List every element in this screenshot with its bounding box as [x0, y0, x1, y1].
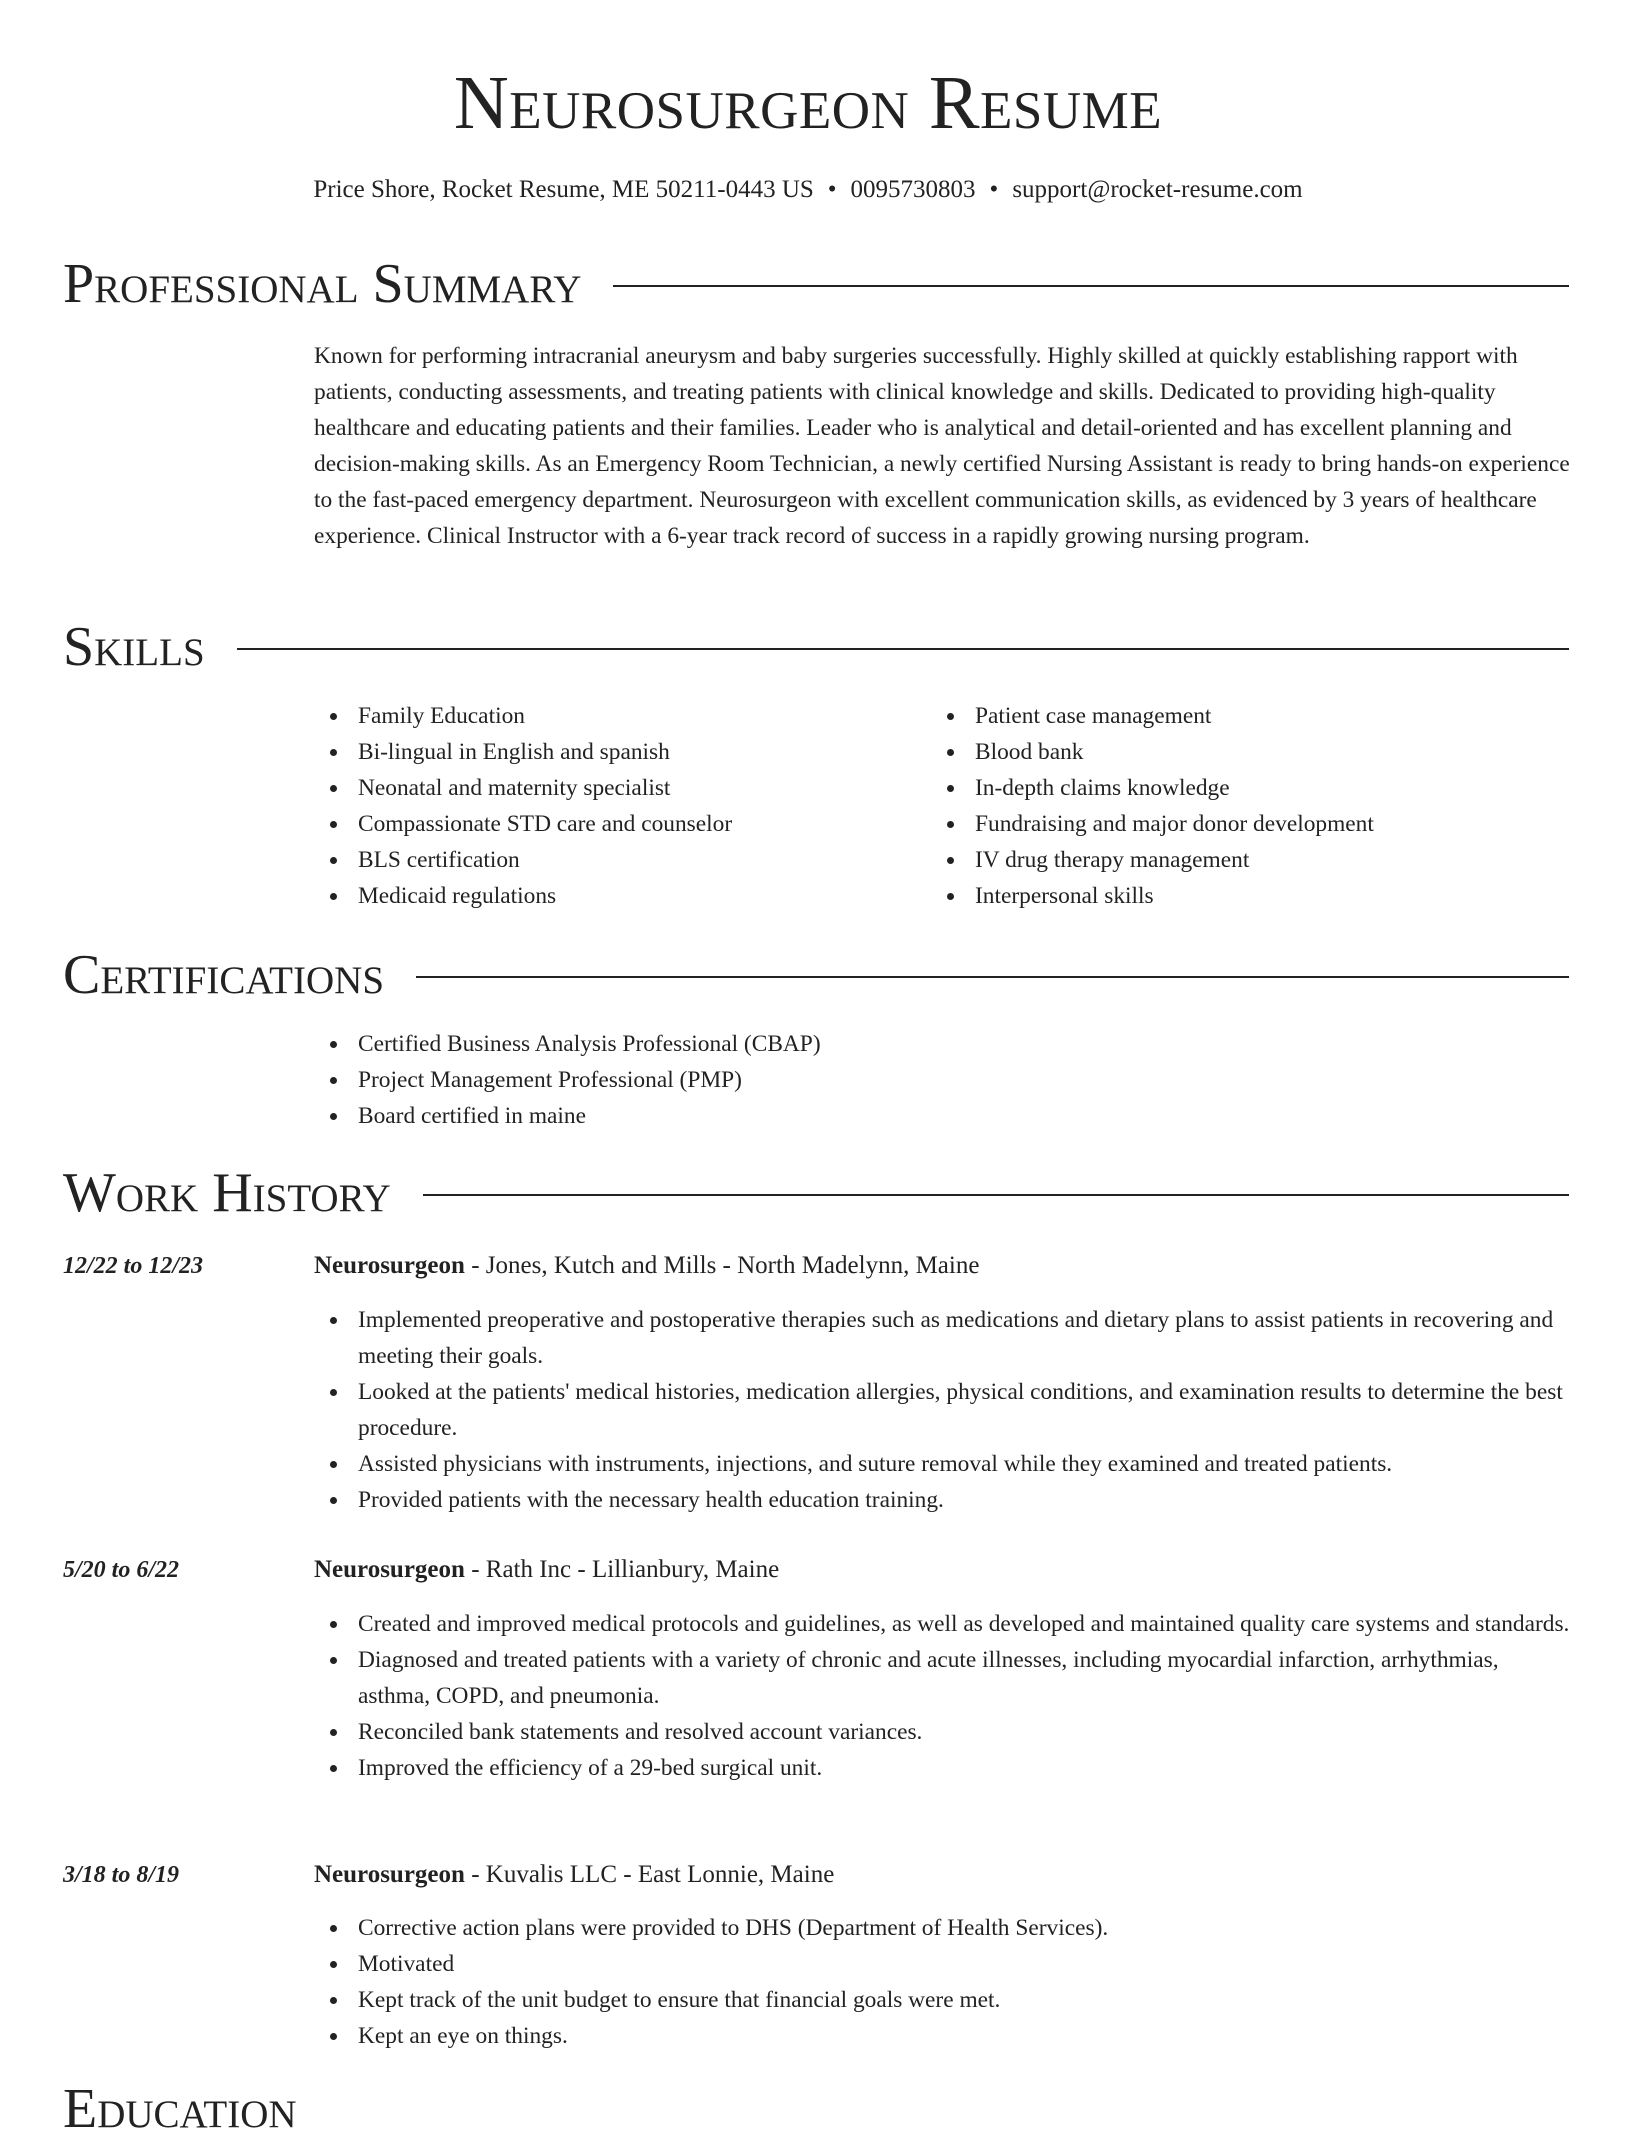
certifications-list — [314, 1026, 1514, 1134]
work-history-heading: Work History — [63, 1162, 391, 1224]
skill-item: In-depth claims knowledge — [931, 770, 1531, 806]
skill-item: Family Education — [314, 698, 914, 734]
summary-heading: Professional Summary — [63, 253, 582, 315]
job-duties-list — [314, 1606, 1570, 1786]
job-dates: 12/22 to 12/23 — [63, 1253, 204, 1279]
job-dates: 5/20 to 6/22 — [63, 1557, 180, 1583]
skills-list-left — [314, 698, 914, 914]
certifications-section-heading — [63, 942, 1569, 1008]
job-duty-item: Improved the efficiency of a 29-bed surgical unit. — [314, 1750, 1570, 1786]
job-duty-item: Diagnosed and treated patients with a variety of chronic and acute illnesses, including myocardial infarction, arrhythmias, asthma, COPD, and pneumonia. — [314, 1642, 1570, 1714]
education-heading: Education — [63, 2078, 297, 2140]
skill-item: Bi-lingual in English and spanish — [314, 734, 914, 770]
job-duty-item: Assisted physicians with instruments, injections, and suture removal while they examined and treated patients. — [314, 1446, 1570, 1482]
section-divider — [613, 285, 1569, 287]
skill-item: Neonatal and maternity specialist — [314, 770, 914, 806]
job-duties-list — [314, 1302, 1570, 1518]
certification-item: Board certified in maine — [314, 1098, 1514, 1134]
job-employer: - Kuvalis LLC - East Lonnie, Maine — [464, 1861, 835, 1888]
job-dates: 3/18 to 8/19 — [63, 1862, 180, 1888]
job-duty-item: Kept track of the unit budget to ensure that financial goals were met. — [314, 1982, 1570, 2018]
job-role: Neurosurgeon — [314, 1861, 465, 1888]
certifications-heading: Certifications — [63, 944, 385, 1006]
certification-item: Project Management Professional (PMP) — [314, 1062, 1514, 1098]
skill-item: Medicaid regulations — [314, 878, 914, 914]
contact-email: support@rocket-resume.com — [1012, 176, 1303, 203]
skill-item: Fundraising and major donor development — [931, 806, 1531, 842]
section-divider — [423, 1194, 1569, 1196]
contact-address: Price Shore, Rocket Resume, ME 50211-0443 US — [313, 176, 814, 203]
work-history-section-heading — [63, 1160, 1569, 1226]
skills-section-heading — [63, 614, 1569, 680]
contact-phone: 0095730803 — [850, 176, 976, 203]
job-duties-list — [314, 1910, 1570, 2054]
job-employer: - Jones, Kutch and Mills - North Madelynn, Maine — [464, 1252, 980, 1279]
contact-separator: • — [989, 176, 999, 203]
job-duty-item: Created and improved medical protocols and guidelines, as well as developed and maintained quality care systems and standards. — [314, 1606, 1570, 1642]
resume-title: Neurosurgeon Resume — [453, 61, 1163, 145]
certification-item: Certified Business Analysis Professional (CBAP) — [314, 1026, 1514, 1062]
summary-text: Known for performing intracranial aneurysm and baby surgeries successfully. Highly skilled at quickly establishing rapport with patients, conducting assessments, and treating patients with clinical knowledge and skills. Dedicated to providing high-quality healthcare and educating patients and their families. Leader who is analytical and detail-oriented and has excellent planning and decision-making skills. As an Emergency Room Technician, a newly certified Nursing Assistant is ready to bring hands-on experience to the fast-paced emergency department. Neurosurgeon with excellent communication skills, as evidenced by 3 years of healthcare experience. Clinical Instructor with a 6-year track record of success in a rapidly growing nursing program. — [314, 343, 1570, 549]
summary-section-heading — [63, 251, 1569, 317]
skills-list-right — [931, 698, 1531, 914]
skill-item: Compassionate STD care and counselor — [314, 806, 914, 842]
skill-item: Blood bank — [931, 734, 1531, 770]
education-section-heading — [63, 2076, 1569, 2142]
job-role: Neurosurgeon — [314, 1252, 465, 1279]
job-duty-item: Motivated — [314, 1946, 1570, 1982]
job-duty-item: Reconciled bank statements and resolved account variances. — [314, 1714, 1570, 1750]
job-duty-item: Kept an eye on things. — [314, 2018, 1570, 2054]
section-divider — [416, 976, 1569, 978]
job-heading — [314, 1857, 834, 1893]
job-heading — [314, 1248, 979, 1284]
section-divider — [237, 648, 1569, 650]
skill-item: Patient case management — [931, 698, 1531, 734]
job-duty-item: Corrective action plans were provided to DHS (Department of Health Services). — [314, 1910, 1570, 1946]
contact-line — [0, 172, 1616, 208]
skills-heading: Skills — [63, 616, 205, 678]
skill-item: Interpersonal skills — [931, 878, 1531, 914]
job-employer: - Rath Inc - Lillianbury, Maine — [464, 1556, 780, 1583]
job-duty-item: Looked at the patients' medical histories, medication allergies, physical conditions, and examination results to determine the best procedure. — [314, 1374, 1570, 1446]
job-role: Neurosurgeon — [314, 1556, 465, 1583]
job-heading — [314, 1552, 779, 1588]
contact-separator: • — [827, 176, 837, 203]
job-duty-item: Implemented preoperative and postoperative therapies such as medications and dietary plans to assist patients in recovering and meeting their goals. — [314, 1302, 1570, 1374]
skill-item: BLS certification — [314, 842, 914, 878]
skill-item: IV drug therapy management — [931, 842, 1531, 878]
job-duty-item: Provided patients with the necessary health education training. — [314, 1482, 1570, 1518]
